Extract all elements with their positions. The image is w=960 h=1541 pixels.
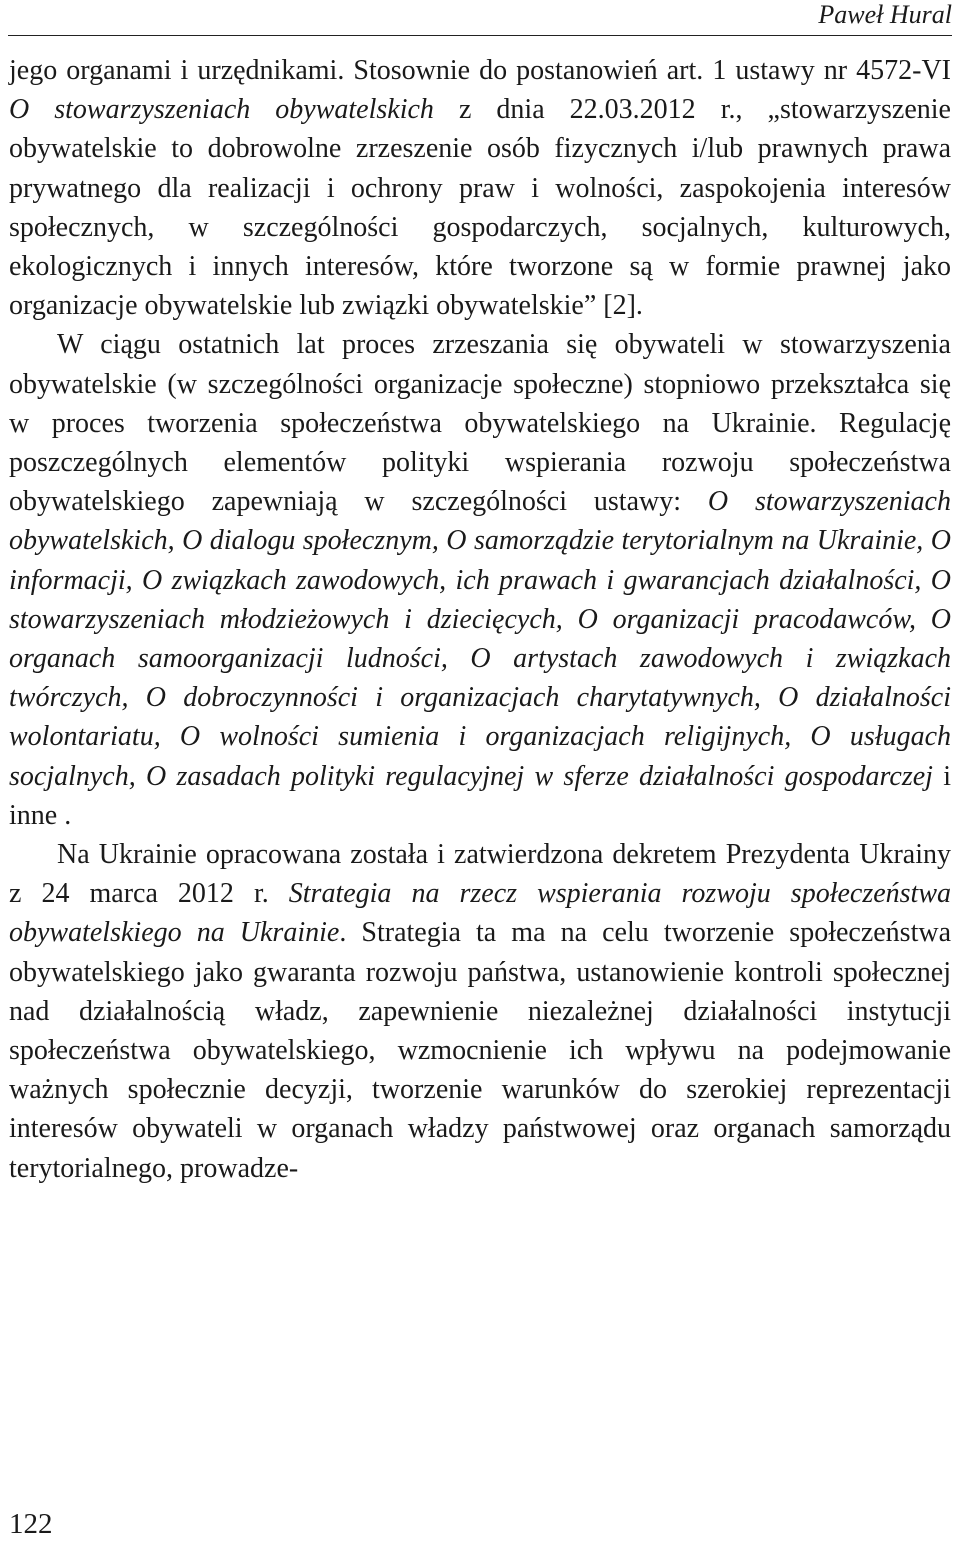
paragraph-1: [9, 51, 951, 325]
running-header-author: Paweł Hural: [818, 0, 952, 29]
header-rule: [8, 35, 952, 36]
paragraph-2: [9, 325, 951, 835]
paragraph-2-italic-law-list: O stowarzyszeniach obywatelskich, O dialogu społecznym, O samorządzie terytorialnym na Ukrainie, O informacji, O związkach zawodowych, ich prawach i gwarancjach działalności, O stowarzyszeniach młodzieżowych i dziecięcych, O organizacji pracodawców, O organach samoorganizacji ludności, O artystach zawodowych i związkach twórczych, O dobroczynności i organizacjach charytatywnych, O działalności wolontariatu, O wolności sumienia i organizacjach religijnych, O usługach socjalnych, O zasadach polityki regulacyjnej w sferze działalności gospodarczej: [9, 486, 951, 792]
paragraph-3-text-1: Na Ukrainie opracowana została i zatwierdzona dekretem Prezydenta Ukrainy z 24 marca 2012 r.: [9, 839, 951, 910]
paragraph-3-text-2: . Strategia ta ma na celu tworzenie społeczeństwa obywatelskiego jako gwaranta rozwoju państwa, ustanowienie kontroli społecznej nad działalnością władz, zapewnienie niezależnej działalności instytucji społeczeństwa obywatelskiego, wzmocnienie ich wpływu na podejmowanie ważnych społecznie decyzji, tworzenie warunków do szerokiej reprezentacji interesów obywateli w organach władzy państwowej oraz organach samorządu terytorialnego, prowadze-: [9, 917, 952, 1184]
paragraph-1-italic-title: O stowarzyszeniach obywatelskich: [9, 94, 434, 126]
paragraph-2-text-2: i inne .: [9, 760, 951, 831]
paragraph-2-text-1: W ciągu ostatnich lat proces zrzeszania się obywateli w stowarzyszenia obywatelskie (w szczególności organizacje społeczne) stopniowo przekształca się w proces tworzenia społeczeństwa obywatelskiego na Ukrainie. Regulację poszczególnych elementów polityki wspierania rozwoju społeczeństwa obywatelskiego zapewniają w szczególności ustawy:: [9, 329, 951, 518]
page-number: 122: [9, 1508, 53, 1540]
paragraph-3: [9, 835, 951, 1188]
body-text: [9, 51, 951, 1188]
paragraph-1-text-2: z dnia 22.03.2012 r., „stowarzyszenie obywatelskie to dobrowolne zrzeszenie osób fizycznych i/lub prawnych prawa prywatnego dla realizacji i ochrony praw i wolności, zaspokojenia interesów społecznych, w szczególności gospodarczych, socjalnych, kulturowych, ekologicznych i innych interesów, które tworzone są w formie prawnej jako organizacje obywatelskie lub związki obywatelskie” [2].: [9, 94, 951, 322]
paragraph-1-text-1: jego organami i urzędnikami. Stosownie do postanowień art. 1 ustawy nr 4572-VI: [9, 55, 951, 86]
paragraph-3-italic-strategy-title: Strategia na rzecz wspierania rozwoju społeczeństwa obywatelskiego na Ukrainie: [9, 878, 952, 949]
